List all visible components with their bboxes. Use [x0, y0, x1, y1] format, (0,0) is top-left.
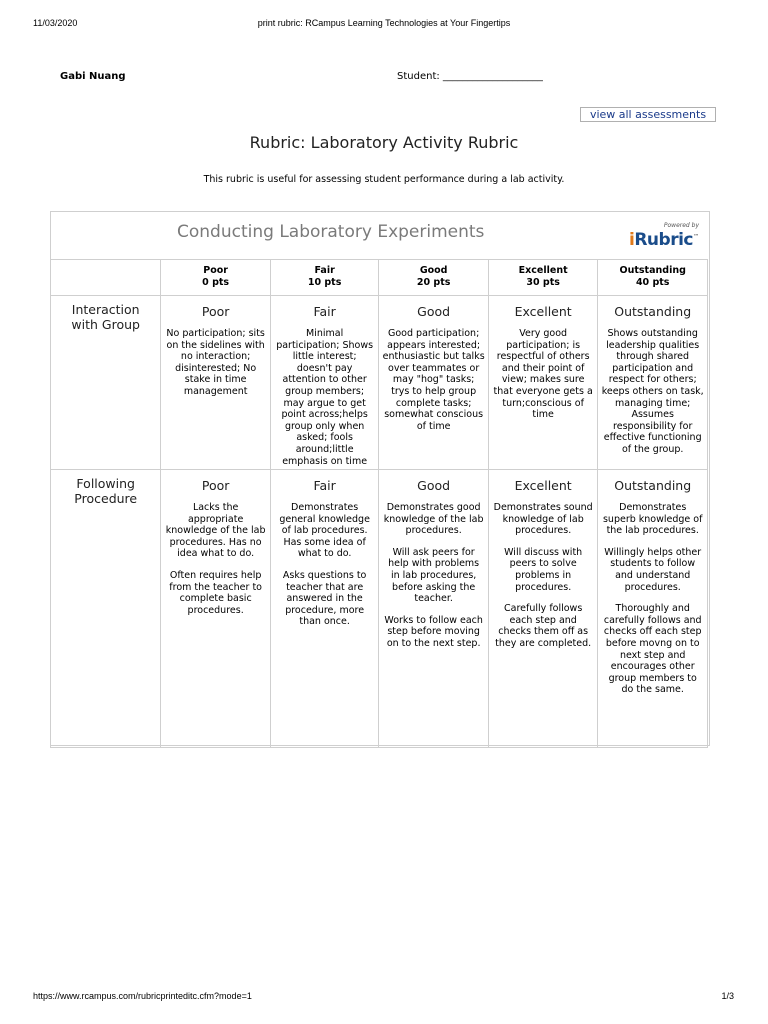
criterion-name	[51, 470, 161, 748]
cell-level-name: Excellent	[514, 304, 572, 319]
logo-powered-by: Powered by	[663, 222, 699, 229]
rubric-cell-good	[379, 470, 489, 748]
rubric-table	[50, 259, 708, 748]
level-header-outstanding	[598, 260, 708, 296]
cell-level-name: Poor	[201, 478, 230, 493]
header-empty-cell	[51, 260, 161, 296]
cell-paragraph: Minimal participation; Shows little interest; doesn't pay attention to other group members; may argue to get point across;helps group only when asked; fools around;little emphasis on time	[276, 328, 374, 467]
cell-description	[161, 328, 269, 398]
cell-paragraph: Works to follow each step before moving on to the next step.	[384, 614, 483, 649]
rubric-header-row	[51, 260, 708, 296]
cell-paragraph: Thoroughly and carefully follows and checks off each step before movng on to next step and encourages other group members to do the same.	[603, 603, 702, 696]
teacher-name: Gabi Nuang	[60, 71, 126, 82]
cell-paragraph: Very good participation; is respectful of others and their point of view; makes sure that everyone gets a turn;conscious of time	[493, 328, 593, 421]
level-header-fair	[270, 260, 379, 296]
logo-wordmark	[629, 230, 698, 250]
cell-paragraph: Asks questions to teacher that are answered in the procedure, more than once.	[282, 569, 367, 628]
rubric-cell-excellent	[488, 470, 598, 748]
cell-paragraph: Demonstrates sound knowledge of lab procedures.	[493, 502, 593, 537]
level-header-good	[379, 260, 489, 296]
criterion-row-procedure	[51, 470, 708, 748]
cell-level-name: Fair	[313, 304, 336, 319]
cell-paragraph: Shows outstanding leadership qualities through shared participation and respect for others; keeps others on task, managing time; Assumes responsibility for effective functioning of the group.	[601, 328, 704, 455]
view-all-assessments-button[interactable]: view all assessments	[580, 107, 716, 122]
rubric-title: Rubric: Laboratory Activity Rubric	[249, 133, 519, 152]
rubric-cell-outstanding	[598, 470, 708, 748]
logo-rubric: Rubric	[634, 230, 693, 250]
cell-level-name: Outstanding	[614, 304, 692, 319]
print-date: 11/03/2020	[33, 18, 78, 28]
print-page-number: 1/3	[721, 991, 734, 1001]
cell-description	[489, 328, 598, 421]
criterion-row-interaction	[51, 296, 708, 470]
cell-paragraph: Demonstrates good knowledge of the lab procedures.	[383, 502, 484, 537]
print-url: https://www.rcampus.com/rubricprinteditc.cfm?mode=1	[33, 991, 252, 1001]
rubric-cell-poor	[161, 470, 270, 748]
level-points: 20 pts	[416, 277, 451, 288]
cell-paragraph: Demonstrates superb knowledge of the lab procedures.	[602, 502, 703, 537]
cell-description	[161, 502, 269, 616]
cell-description	[598, 328, 707, 456]
cell-paragraph: No participation; sits on the sidelines with no interaction; disinterested; No stake in time management	[166, 328, 265, 397]
criteria-title: Conducting Laboratory Experiments	[177, 222, 485, 242]
cell-paragraph: Willingly helps other students to follow and understand procedures.	[604, 546, 702, 593]
cell-description	[598, 502, 707, 696]
cell-paragraph: Will discuss with peers to solve problems in procedures.	[504, 546, 583, 593]
level-points: 10 pts	[307, 277, 342, 288]
level-points: 30 pts	[526, 277, 560, 288]
logo-tm: ™	[692, 233, 699, 241]
criterion-name-line: Interaction	[71, 302, 140, 317]
logo-i: i	[629, 230, 635, 250]
criterion-name-line: Following	[76, 476, 135, 491]
rubric-container	[50, 211, 710, 746]
rubric-cell-excellent	[488, 296, 598, 470]
level-name: Outstanding	[619, 265, 686, 276]
cell-paragraph: Often requires help from the teacher to complete basic procedures.	[169, 569, 262, 616]
cell-level-name: Poor	[201, 304, 230, 319]
rubric-cell-good	[379, 296, 489, 470]
cell-description	[489, 502, 598, 650]
criterion-name	[51, 296, 161, 470]
cell-paragraph: Carefully follows each step and checks them off as they are completed.	[495, 603, 592, 649]
level-name: Fair	[314, 265, 335, 276]
cell-paragraph: Will ask peers for help with problems in lab procedures, before asking the teacher.	[388, 546, 480, 605]
print-page-title: print rubric: RCampus Learning Technologies at Your Fingertips	[257, 18, 511, 28]
rubric-description: This rubric is useful for assessing student performance during a lab activity.	[203, 174, 565, 185]
cell-description	[379, 502, 488, 650]
rubric-cell-outstanding	[598, 296, 708, 470]
cell-level-name: Excellent	[514, 478, 572, 493]
cell-level-name: Fair	[313, 478, 336, 493]
level-name: Poor	[203, 265, 228, 276]
cell-description	[271, 502, 379, 628]
cell-level-name: Good	[417, 478, 451, 493]
rubric-cell-poor	[161, 296, 270, 470]
rubric-cell-fair	[270, 296, 379, 470]
cell-paragraph: Demonstrates general knowledge of lab procedures. Has some idea of what to do.	[279, 502, 370, 560]
cell-paragraph: Lacks the appropriate knowledge of the lab procedures. Has no idea what to do.	[165, 502, 266, 560]
level-points: 40 pts	[635, 277, 670, 288]
student-field: Student: ____________________	[397, 71, 543, 82]
cell-description	[271, 328, 379, 467]
rubric-cell-fair	[270, 470, 379, 748]
level-name: Excellent	[518, 265, 568, 276]
cell-level-name: Good	[417, 304, 451, 319]
level-name: Good	[419, 265, 448, 276]
level-header-excellent	[488, 260, 598, 296]
irubric-logo	[627, 222, 699, 252]
criterion-name-line: Procedure	[74, 491, 138, 506]
cell-level-name: Outstanding	[614, 478, 692, 493]
criterion-name-line: with Group	[71, 317, 140, 332]
level-points: 0 pts	[202, 277, 230, 288]
level-header-poor	[161, 260, 270, 296]
cell-description	[379, 328, 488, 432]
cell-paragraph: Good participation; appears interested; enthusiastic but talks over teammates or may "hog" tasks; trys to help group complete tasks; somewhat conscious of time	[382, 328, 485, 432]
